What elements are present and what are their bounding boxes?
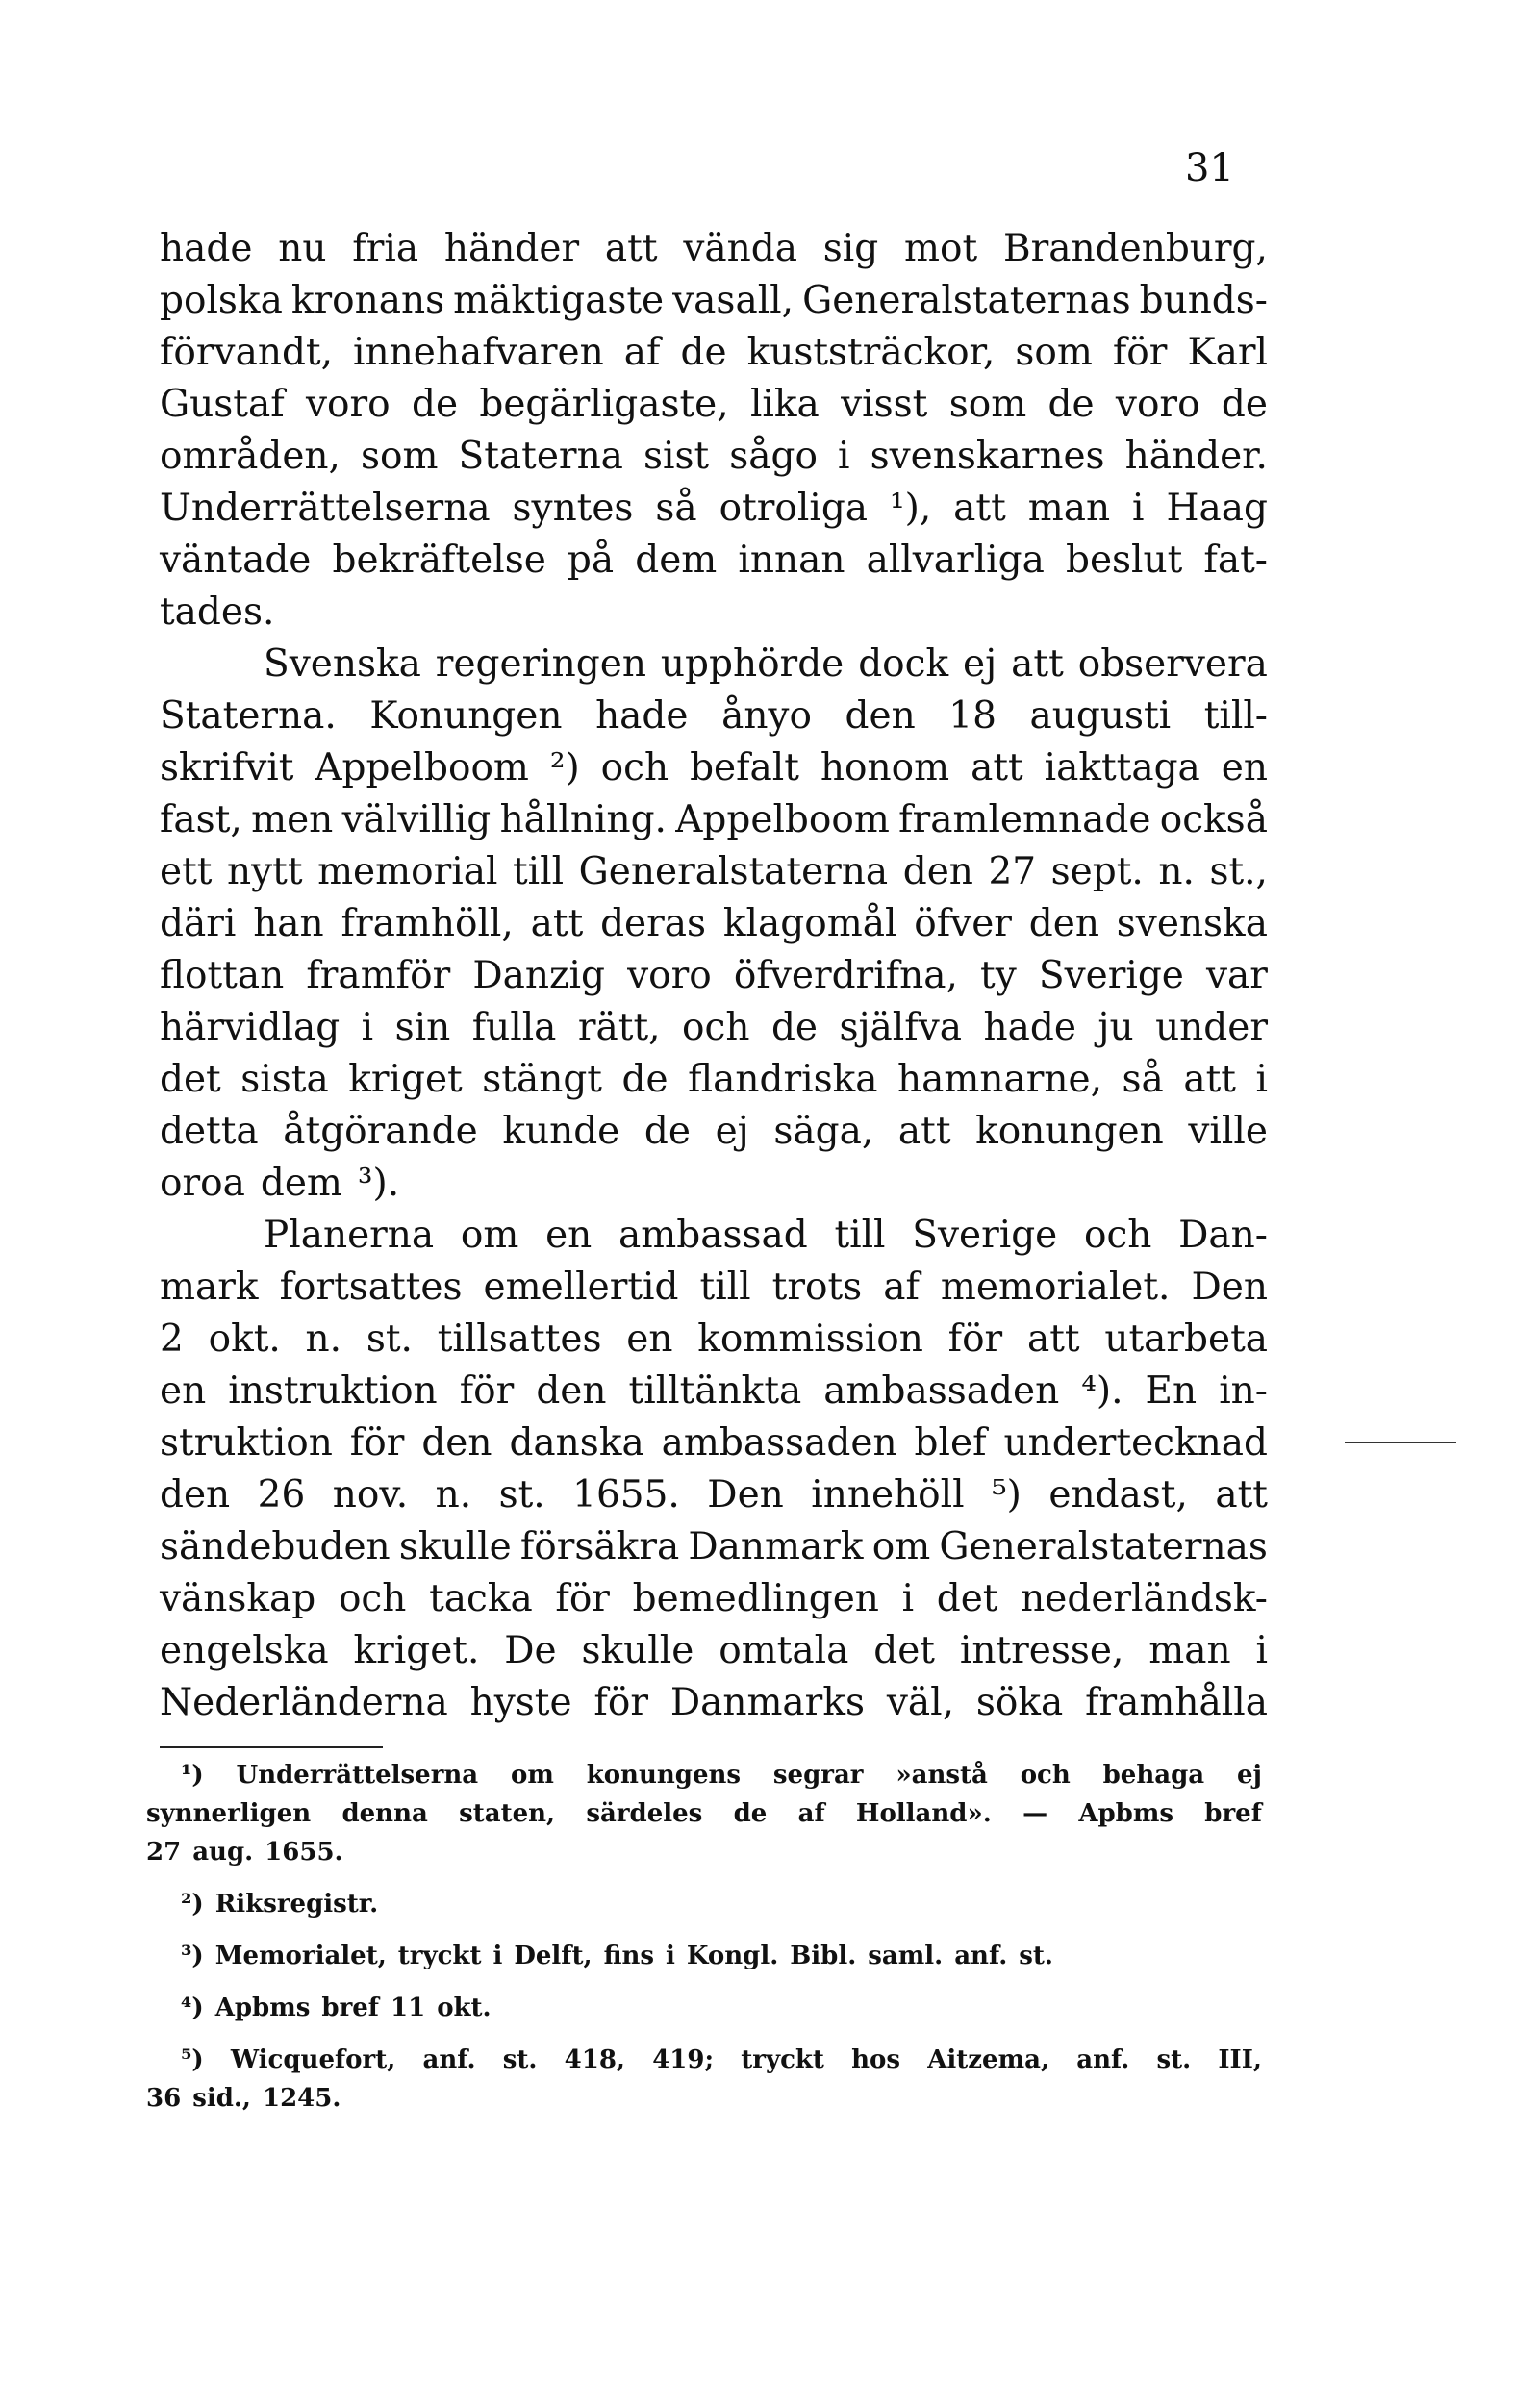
text-line: Svenska regeringen upphörde dock ej att observera	[264, 642, 1268, 686]
footnote-line: ¹) Underrättelserna om konungens segrar »anstå och behaga ej	[181, 1761, 1262, 1790]
text-line: flottan framför Danzig voro öfverdrifna, ty Sverige var	[160, 954, 1268, 997]
text-line: sändebuden skulle försäkra Danmark om Generalstaternas	[160, 1525, 1268, 1568]
page-number: 31	[1185, 146, 1234, 190]
text-line: det sista kriget stängt de flandriska hamnarne, så att i	[160, 1058, 1268, 1101]
text-line: fast, men välvillig hållning. Appelboom framlemnade också	[160, 798, 1268, 841]
text-line: en instruktion för den tilltänkta ambassaden ⁴). En in-	[160, 1369, 1268, 1413]
text-line: detta åtgörande kunde de ej säga, att konungen ville	[160, 1110, 1268, 1153]
text-line: skrifvit Appelboom ²) och befalt honom att iakttaga en	[160, 746, 1268, 790]
footnote-line: ⁵) Wicquefort, anf. st. 418, 419; tryckt hos Aitzema, anf. st. III,	[181, 2045, 1262, 2074]
text-line: polska kronans mäktigaste vasall, Generalstaternas bunds-	[160, 279, 1268, 322]
text-line: Nederländerna hyste för Danmarks väl, söka framhålla	[160, 1681, 1268, 1724]
footnote-line: ⁴) Apbms bref 11 okt.	[181, 1994, 492, 2022]
text-line: Underrättelserna syntes så otroliga ¹), att man i Haag	[160, 487, 1268, 530]
footnote-line: synnerligen denna staten, särdeles de af Holland». — Apbms bref	[146, 1799, 1262, 1828]
text-line: oroa dem ³).	[160, 1162, 400, 1205]
margin-mark	[1345, 1442, 1456, 1443]
footnote-line: 36 sid., 1245.	[146, 2084, 341, 2113]
text-line: den 26 nov. n. st. 1655. Den innehöll ⁵) endast, att	[160, 1473, 1268, 1517]
text-line: engelska kriget. De skulle omtala det intresse, man i	[160, 1629, 1268, 1672]
footnote-line: ²) Riksregistr.	[181, 1890, 379, 1919]
text-line: Planerna om en ambassad till Sverige och Dan-	[264, 1214, 1268, 1257]
footnote-rule	[160, 1746, 383, 1748]
footnote-line: 27 aug. 1655.	[146, 1838, 343, 1867]
text-line: mark fortsattes emellertid till trots af memorialet. Den	[160, 1266, 1268, 1309]
text-line: Gustaf voro de begärligaste, lika visst som de voro de	[160, 383, 1268, 426]
text-line: ett nytt memorial till Generalstaterna den 27 sept. n. st.,	[160, 850, 1268, 893]
text-line: hade nu fria händer att vända sig mot Brandenburg,	[160, 227, 1268, 270]
text-line: väntade bekräftelse på dem innan allvarliga beslut fat-	[160, 539, 1268, 582]
text-line: Staterna. Konungen hade ånyo den 18 augusti till-	[160, 694, 1268, 738]
text-line: områden, som Staterna sist sågo i svenskarnes händer.	[160, 435, 1268, 478]
text-line: struktion för den danska ambassaden blef undertecknad	[160, 1421, 1268, 1465]
text-line: härvidlag i sin fulla rätt, och de själfva hade ju under	[160, 1006, 1268, 1049]
footnotes	[146, 1756, 1262, 2118]
footnote-line: ³) Memorialet, tryckt i Delft, fins i Kongl. Bibl. saml. anf. st.	[181, 1942, 1053, 1970]
text-line: 2 okt. n. st. tillsattes en kommission för att utarbeta	[160, 1317, 1268, 1361]
body-text	[160, 223, 1268, 1729]
text-line: vänskap och tacka för bemedlingen i det nederländsk-	[160, 1577, 1268, 1620]
text-line: förvandt, innehafvaren af de kuststräckor, som för Karl	[160, 331, 1268, 374]
text-line: däri han framhöll, att deras klagomål öfver den svenska	[160, 902, 1268, 945]
text-line: tades.	[160, 590, 275, 634]
